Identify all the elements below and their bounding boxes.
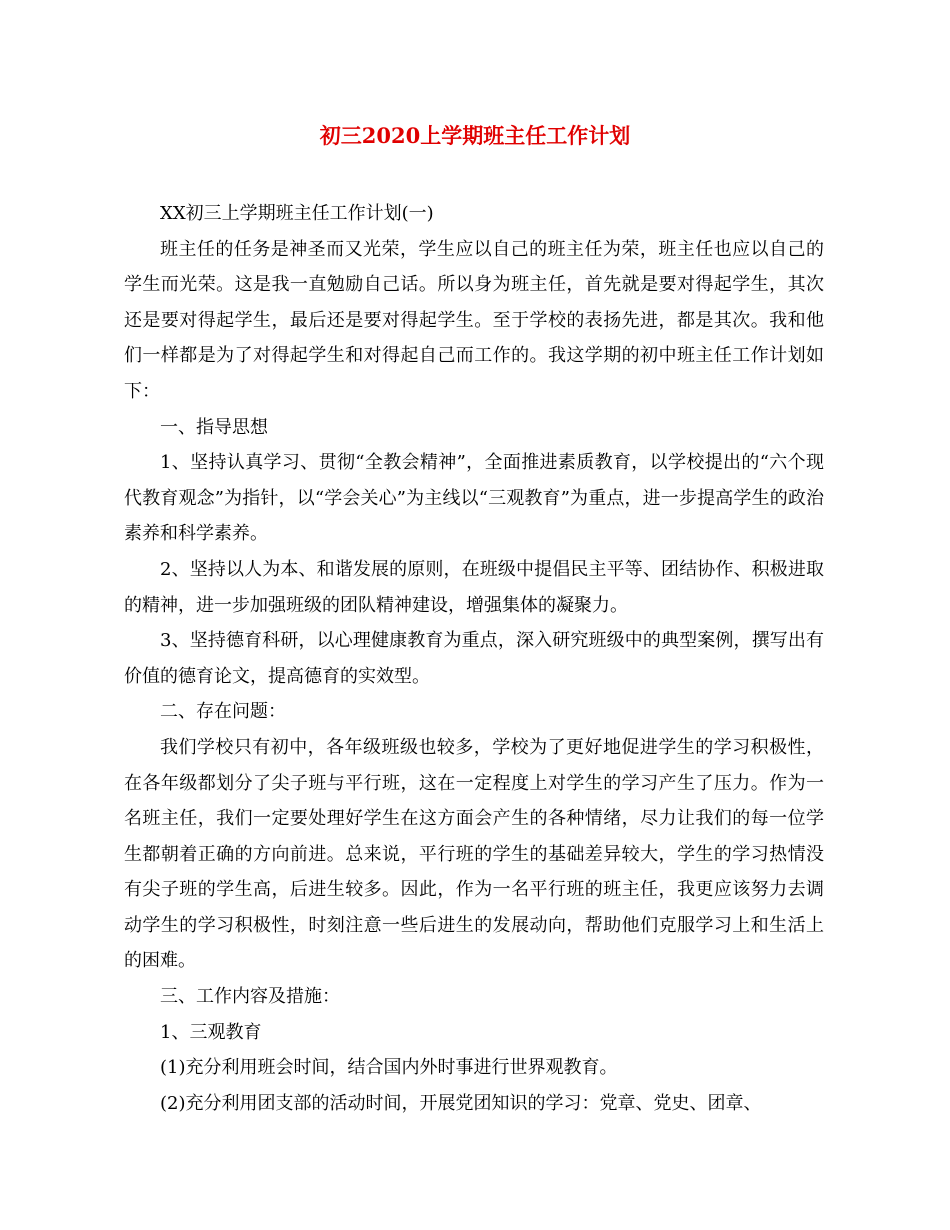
document-body (124, 196, 824, 1121)
paragraph-guiding-3: 3、坚持德育科研，以心理健康教育为重点，深入研究班级中的典型案例，撰写出有价值的德育论文，提高德育的实效型。 (124, 630, 824, 687)
heading-guiding-thought: 一、指导思想 (160, 416, 268, 438)
heading-problems: 二、存在问题： (160, 701, 286, 723)
paragraph-item-2: (2)充分利用团支部的活动时间，开展党团知识的学习：党章、党史、团章、 (160, 1092, 762, 1114)
paragraph-guiding-1: 1、坚持认真学习、贯彻“全教会精神”，全面推进素质教育，以学校提出的“六个现代教育观念”为指针，以“学会关心”为主线以“三观教育”为重点，进一步提高学生的政治素养和科学素养。 (124, 452, 824, 545)
paragraph-problems: 我们学校只有初中，各年级班级也较多，学校为了更好地促进学生的学习积极性，在各年级都划分了尖子班与平行班，这在一定程度上对学生的学习产生了压力。作为一名班主任，我们一定要处理好学生在这方面会产生的各种情绪，尽力让我们的每一位学生都朝着正确的方向前进。总来说，平行班的学生的基础差异较大，学生的学习热情没有尖子班的学生高，后进生较多。因此，作为一名平行班的班主任，我更应该努力去调动学生的学习积极性，时刻注意一些后进生的发展动向，帮助他们克服学习上和生活上的困难。 (124, 736, 824, 972)
paragraph-item-1: (1)充分利用班会时间，结合国内外时事进行世界观教育。 (160, 1057, 618, 1079)
paragraph-guiding-2: 2、坚持以人为本、和谐发展的原则，在班级中提倡民主平等、团结协作、积极进取的精神，进一步加强班级的团队精神建设，增强集体的凝聚力。 (124, 558, 824, 616)
document-title: 初三2020上学期班主任工作计划 (319, 123, 631, 148)
paragraph-subtitle: XX初三上学期班主任工作计划(一) (160, 203, 434, 224)
heading-three-views: 1、三观教育 (160, 1021, 262, 1043)
heading-work-content: 三、工作内容及措施： (160, 986, 340, 1008)
paragraph-intro: 班主任的任务是神圣而又光荣，学生应以自己的班主任为荣，班主任也应以自己的学生而光荣。这是我一直勉励自己话。所以身为班主任，首先就是要对得起学生，其次还是要对得起学生，最后还是要对得起学生。至于学校的表扬先进，都是其次。我和他们一样都是为了对得起学生和对得起自己而工作的。我这学期的初中班主任工作计划如下： (124, 238, 824, 402)
